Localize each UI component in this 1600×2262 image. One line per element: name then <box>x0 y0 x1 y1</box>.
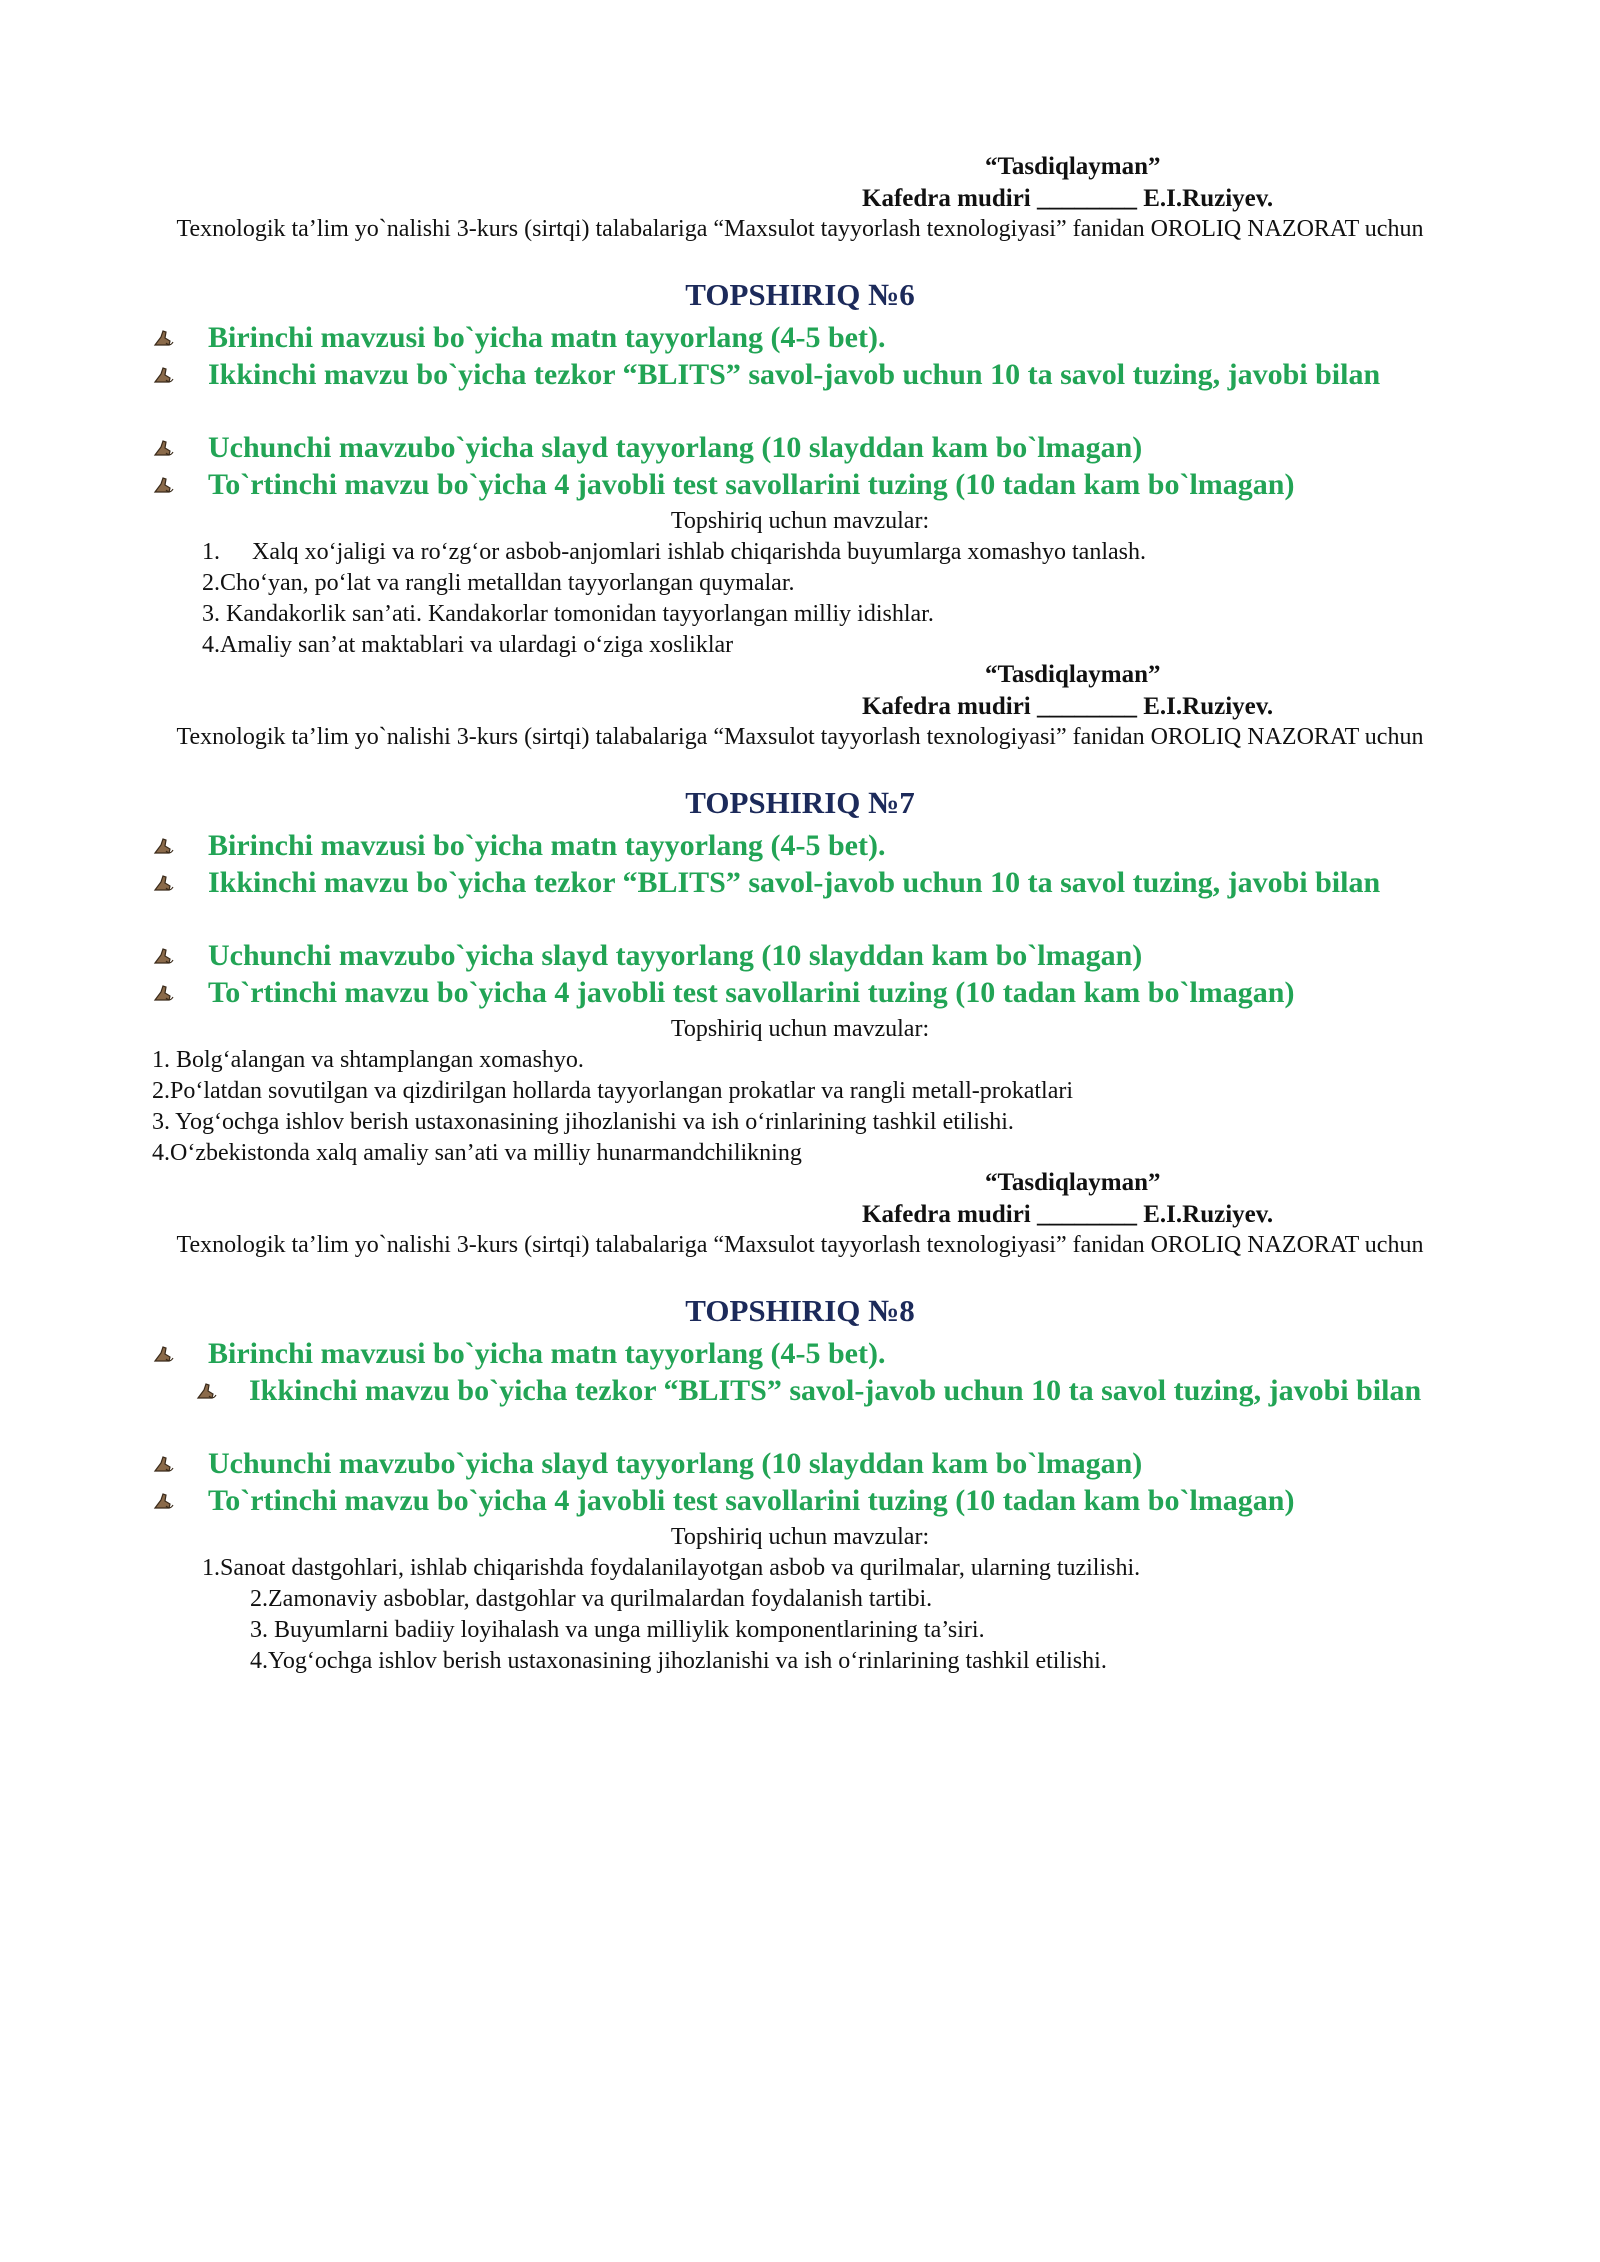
approval-heading: “Tasdiqlayman” <box>985 153 1161 180</box>
assignment-title: TOPSHIRIQ №7 <box>685 785 915 820</box>
task-text: To`rtinchi mavzu bo`yicha 4 javobli test savollarini tuzing (10 tadan kam bo`lmagan) <box>208 976 1295 1009</box>
task-text: Uchunchi mavzubo`yicha slayd tayyorlang (10 slayddan kam bo`lmagan) <box>208 939 1143 972</box>
task-item-4 <box>152 975 1447 1011</box>
department-head-signature: Kafedra mudiri ________ E.I.Ruziyev. <box>862 693 1274 720</box>
task-text: To`rtinchi mavzu bo`yicha 4 javobli test savollarini tuzing (10 tadan kam bo`lmagan) <box>208 1484 1295 1517</box>
topic-item-4 <box>152 1138 802 1168</box>
task-text: Ikkinchi mavzu bo`yicha tezkor “BLITS” savol-javob uchun 10 ta savol tuzing, javobi bilan <box>208 866 1381 899</box>
writing-hand-icon <box>152 872 174 894</box>
writing-hand-icon <box>152 364 174 386</box>
topic-item-3 <box>152 1107 1014 1137</box>
task-item-2 <box>152 865 1447 901</box>
topic-text: 4.Yog‘ochga ishlov berish ustaxonasining jihozlanishi va ish o‘rinlarining tashkil etilishi. <box>250 1648 1107 1674</box>
assignment-title: TOPSHIRIQ №6 <box>685 277 915 312</box>
task-item-3 <box>152 1446 1447 1482</box>
topic-item-2 <box>152 1076 1073 1106</box>
topic-text: 3. Yog‘ochga ishlov berish ustaxonasining jihozlanishi va ish o‘rinlarining tashkil etilishi. <box>152 1109 1014 1135</box>
topic-text: 4.O‘zbekistonda xalq amaliy san’ati va milliy hunarmandchilikning <box>152 1140 802 1166</box>
topic-item-3 <box>250 1615 985 1645</box>
department-head-signature: Kafedra mudiri ________ E.I.Ruziyev. <box>862 185 1274 212</box>
task-text: Birinchi mavzusi bo`yicha matn tayyorlang (4-5 bet). <box>208 321 886 354</box>
topic-text: 2.Po‘latdan sovutilgan va qizdirilgan hollarda tayyorlangan prokatlar va rangli metall-prokatlari <box>152 1078 1074 1104</box>
topic-item-1 <box>152 1045 584 1075</box>
writing-hand-icon <box>152 474 174 496</box>
writing-hand-icon <box>152 1343 174 1365</box>
topic-item-1 <box>202 1553 1140 1583</box>
task-text: Birinchi mavzusi bo`yicha matn tayyorlang (4-5 bet). <box>208 829 886 862</box>
writing-hand-icon <box>195 1380 217 1402</box>
task-item-2 <box>152 357 1447 393</box>
task-text: Ikkinchi mavzu bo`yicha tezkor “BLITS” savol-javob uchun 10 ta savol tuzing, javobi bilan <box>208 358 1381 391</box>
topic-text: 3. Kandakorlik san’ati. Kandakorlar tomonidan tayyorlangan milliy idishlar. <box>202 601 934 627</box>
intro-text: Texnologik ta’lim yo`nalishi 3-kurs (sirtqi) talabalariga “Maxsulot tayyorlash texnologiyasi” fanidan OROLIQ NAZORAT uchun <box>176 216 1424 242</box>
writing-hand-icon <box>152 982 174 1004</box>
task-item-4 <box>152 1483 1447 1519</box>
topics-heading: Topshiriq uchun mavzular: <box>670 1524 930 1550</box>
topic-item-1 <box>202 537 1146 567</box>
writing-hand-icon <box>152 835 174 857</box>
topic-text: 1. Bolg‘alangan va shtamplangan xomashyo. <box>152 1047 584 1073</box>
writing-hand-icon <box>152 327 174 349</box>
writing-hand-icon <box>152 945 174 967</box>
assignment-title: TOPSHIRIQ №8 <box>685 1293 915 1328</box>
task-text: Uchunchi mavzubo`yicha slayd tayyorlang (10 slayddan kam bo`lmagan) <box>208 1447 1143 1480</box>
task-item-1 <box>152 320 1447 356</box>
topics-heading: Topshiriq uchun mavzular: <box>670 508 930 534</box>
approval-heading: “Tasdiqlayman” <box>985 1169 1161 1196</box>
topic-text: 2.Cho‘yan, po‘lat va rangli metalldan tayyorlangan quymalar. <box>202 570 795 596</box>
writing-hand-icon <box>152 1490 174 1512</box>
task-item-1 <box>152 1336 1447 1372</box>
task-text: Birinchi mavzusi bo`yicha matn tayyorlang (4-5 bet). <box>208 1337 886 1370</box>
task-text: Ikkinchi mavzu bo`yicha tezkor “BLITS” savol-javob uchun 10 ta savol tuzing, javobi bilan <box>249 1374 1422 1407</box>
task-item-3 <box>152 430 1447 466</box>
intro-text: Texnologik ta’lim yo`nalishi 3-kurs (sirtqi) talabalariga “Maxsulot tayyorlash texnologiyasi” fanidan OROLIQ NAZORAT uchun <box>176 724 1424 750</box>
topic-text: Xalq xo‘jaligi va ro‘zg‘or asbob-anjomlari ishlab chiqarishda buyumlarga xomashyo tanlash. <box>252 539 1146 565</box>
topic-item-3 <box>202 599 934 629</box>
task-item-4 <box>152 467 1447 503</box>
intro-text: Texnologik ta’lim yo`nalishi 3-kurs (sirtqi) talabalariga “Maxsulot tayyorlash texnologiyasi” fanidan OROLIQ NAZORAT uchun <box>176 1232 1424 1258</box>
topic-number: 1. <box>202 539 220 565</box>
topic-text: 1.Sanoat dastgohlari, ishlab chiqarishda foydalanilayotgan asbob va qurilmalar, ularning tuzilishi. <box>202 1555 1141 1581</box>
approval-heading: “Tasdiqlayman” <box>985 661 1161 688</box>
topic-text: 3. Buyumlarni badiiy loyihalash va unga milliylik komponentlarining ta’siri. <box>250 1617 985 1643</box>
topic-item-4 <box>202 630 733 660</box>
department-head-signature: Kafedra mudiri ________ E.I.Ruziyev. <box>862 1201 1274 1228</box>
topic-item-4 <box>250 1646 1107 1676</box>
topic-text: 4.Amaliy san’at maktablari va ulardagi o‘ziga xosliklar <box>202 632 734 658</box>
topics-heading: Topshiriq uchun mavzular: <box>670 1016 930 1042</box>
topic-item-2 <box>250 1584 932 1614</box>
task-text: To`rtinchi mavzu bo`yicha 4 javobli test savollarini tuzing (10 tadan kam bo`lmagan) <box>208 468 1295 501</box>
topic-text: 2.Zamonaviy asboblar, dastgohlar va qurilmalardan foydalanish tartibi. <box>250 1586 933 1612</box>
task-item-3 <box>152 938 1447 974</box>
task-item-1 <box>152 828 1447 864</box>
task-text: Uchunchi mavzubo`yicha slayd tayyorlang (10 slayddan kam bo`lmagan) <box>208 431 1143 464</box>
writing-hand-icon <box>152 1453 174 1475</box>
topic-item-2 <box>202 568 795 598</box>
task-item-2 <box>195 1373 1435 1409</box>
writing-hand-icon <box>152 437 174 459</box>
